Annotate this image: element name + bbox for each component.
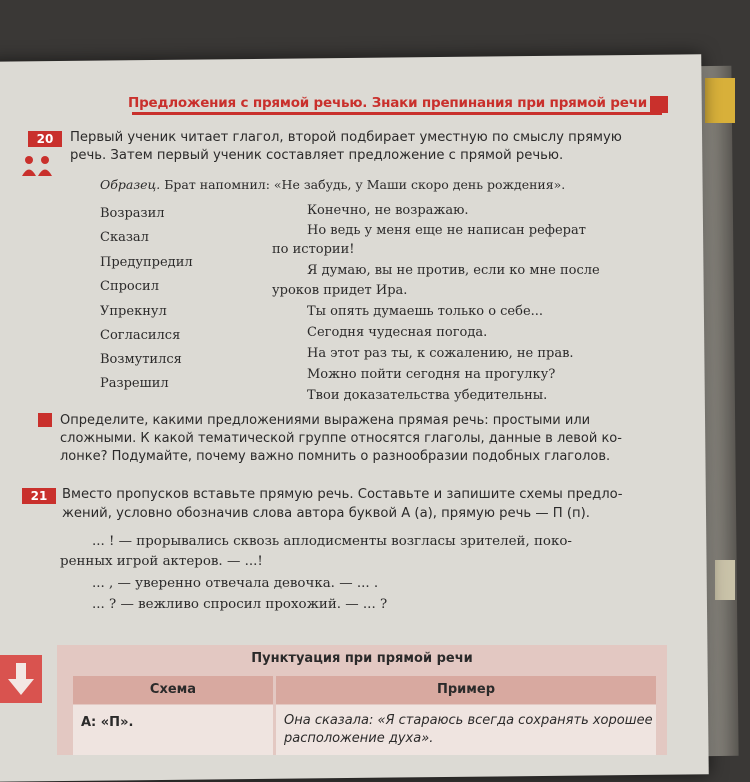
punctuation-table (57, 645, 667, 755)
phrase-item: по истории! (272, 242, 355, 257)
phrase-item: На этот раз ты, к сожалению, не прав. (307, 346, 574, 361)
phrase-item: Сегодня чудесная погода. (307, 325, 488, 340)
table-header-example: Пример (276, 676, 656, 704)
table-header-schema: Схема (73, 676, 273, 704)
verb-item: Разрешил (100, 376, 169, 391)
example-line-1: Она сказала: «Я стараюсь всегда сохранять хорошее (284, 713, 653, 728)
verb-item: Сказал (100, 230, 149, 245)
rule-arrow-box (0, 655, 42, 703)
ex20-instruction-1: Первый ученик читает глагол, второй подбирает уместную по смыслу прямую (70, 130, 622, 145)
verb-item: Согласился (100, 328, 181, 343)
ex21-line-2: ренных игрой актеров. — ...! (60, 554, 263, 569)
ex20-task-3: лонке? Подумайте, почему важно помнить о разнообразии подобных глаголов. (60, 449, 611, 464)
table-cell-example (276, 705, 656, 755)
phrase-item: Но ведь у меня еще не написан реферат (307, 223, 586, 238)
exercise-21-number: 21 (22, 488, 56, 504)
phrase-item: Я думаю, вы не против, если ко мне после (307, 263, 600, 278)
ex20-task-1: Определите, какими предложениями выражена прямая речь: простыми или (60, 413, 591, 428)
ex21-instruction-2: жений, условно обозначив слова автора буквой А (а), прямую речь — П (п). (62, 506, 590, 521)
phrase-item: Твои доказательства убедительны. (307, 388, 548, 403)
verb-item: Возразил (100, 206, 165, 221)
verb-item: Упрекнул (100, 304, 167, 319)
verb-item: Возмутился (100, 352, 182, 367)
ex20-task-2: сложными. К какой тематической группе относятся глаголы, данные в левой ко- (60, 431, 622, 446)
sample-label: Образец. (100, 177, 161, 192)
ex21-instruction-1: Вместо пропусков вставьте прямую речь. Составьте и запишите схемы предло- (62, 487, 623, 502)
ex20-sample (100, 177, 565, 193)
arrow-down-icon (8, 663, 34, 695)
table-title: Пунктуация при прямой речи (251, 651, 473, 666)
pair-work-icon (20, 155, 56, 177)
phrase-item: Ты опять думаешь только о себе... (307, 304, 544, 319)
ex21-line-3: ... , — уверенно отвечала девочка. — ... . (92, 576, 379, 591)
header-red-block (650, 96, 668, 113)
bookmark-tab (705, 78, 735, 123)
table-cell-schema (73, 705, 273, 755)
bookmark-tab-2 (715, 560, 735, 600)
task-marker-square (38, 413, 52, 427)
ex21-line-1: ... ! — прорывались сквозь аплодисменты возгласы зрителей, поко- (92, 534, 572, 549)
schema-value: А: «П». (81, 715, 134, 730)
phrase-item: Можно пойти сегодня на прогулку? (307, 367, 556, 382)
page-header-title: Предложения с прямой речью. Знаки препинания при прямой речи (128, 95, 648, 111)
sample-text: Брат напомнил: «Не забудь, у Маши скоро день рождения». (164, 177, 566, 192)
verb-item: Предупредил (100, 255, 193, 270)
exercise-20-number: 20 (28, 131, 62, 147)
phrase-item: уроков придет Ира. (272, 283, 408, 298)
verb-item: Спросил (100, 279, 159, 294)
ex20-instruction-2: речь. Затем первый ученик составляет предложение с прямой речью. (70, 148, 564, 163)
phrase-item: Конечно, не возражаю. (307, 203, 469, 218)
ex21-line-4: ... ? — вежливо спросил прохожий. — ... ? (92, 597, 388, 612)
example-line-2: расположение духа». (284, 731, 434, 746)
